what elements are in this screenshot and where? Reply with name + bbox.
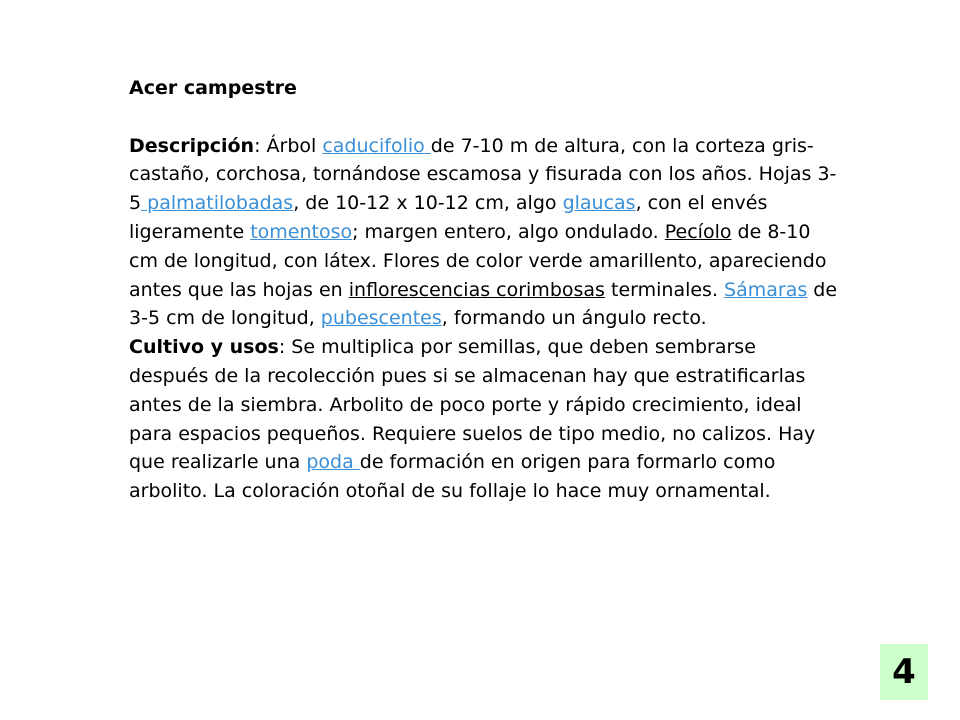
link-palmatilobadas[interactable]: palmatilobadas — [141, 192, 294, 215]
document-body — [129, 74, 839, 506]
description-text: , de 10-12 x 10-12 cm, algo — [293, 192, 563, 215]
term-peciolo: Pecíolo — [664, 220, 732, 243]
description-paragraph — [129, 132, 839, 334]
description-text: , con el envés ligeramente — [129, 192, 768, 243]
cultivation-paragraph — [129, 333, 839, 506]
description-text: terminales. — [604, 278, 725, 301]
cultivation-label: Cultivo y usos — [129, 336, 279, 359]
description-text: de 3-5 cm de longitud, — [129, 278, 838, 330]
term-inflorescencias: inflorescencias corimbosas — [348, 278, 605, 301]
cultivation-text: : Se multiplica por semillas, que deben sembrarse después de la recolección pues si se almacenan hay que estratificarlas antes de la siembra. Arbolito de poco porte y rápido crecimiento, ideal para espacios pequeños. Requiere suelos de tipo medio, no calizos. Hay que realizarle una — [129, 336, 816, 474]
link-pubescentes[interactable]: pubescentes — [320, 307, 442, 330]
link-tomentoso[interactable]: tomentoso — [250, 220, 353, 243]
link-poda[interactable]: poda — [306, 451, 360, 474]
description-label: Descripción — [129, 134, 255, 157]
page-number-badge: 4 — [880, 644, 928, 700]
description-text: , formando un ángulo recto. — [441, 307, 707, 330]
link-caducifolio[interactable]: caducifolio — [322, 134, 431, 157]
description-text: ; margen entero, algo ondulado. — [352, 220, 665, 243]
description-text: de 7-10 m de altura, con la corteza gris-castaño, corchosa, tornándose escamosa y fisurada con los años. Hojas 3-5 — [129, 134, 837, 215]
description-text: de 8-10 cm de longitud, con látex. Flores de color verde amarillento, apareciendo antes que las hojas en — [129, 220, 827, 301]
link-glaucas[interactable]: glaucas — [562, 192, 636, 215]
description-text: : Árbol — [254, 134, 323, 157]
link-samaras[interactable]: Sámaras — [724, 278, 808, 301]
cultivation-text: de formación en origen para formarlo como arbolito. La coloración otoñal de su follaje lo hace muy ornamental. — [129, 451, 776, 503]
species-title: Acer campestre — [129, 77, 297, 99]
